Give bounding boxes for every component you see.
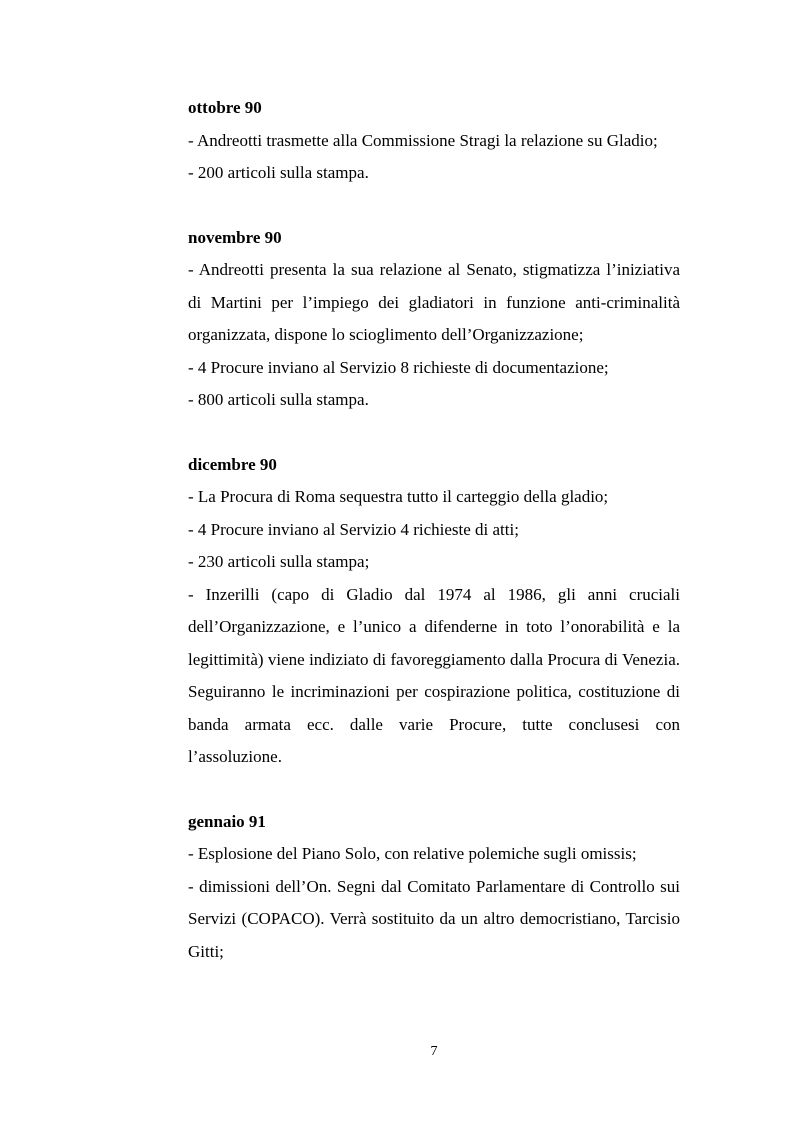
section-heading: gennaio 91 [188, 811, 266, 831]
page-number: 7 [430, 1044, 438, 1059]
list-item: - 4 Procure inviano al Servizio 8 richieste di documentazione; [188, 357, 609, 377]
document-page [188, 92, 680, 968]
list-item: - Andreotti trasmette alla Commissione Stragi la relazione su Gladio; [188, 130, 658, 150]
list-item: - 800 articoli sulla stampa. [188, 390, 369, 409]
section-novembre-90 [188, 222, 680, 417]
list-item: - 4 Procure inviano al Servizio 4 richieste di atti; [188, 519, 519, 539]
list-item: - 200 articoli sulla stampa. [188, 163, 369, 182]
section-dicembre-90 [188, 449, 680, 774]
list-item: - 230 articoli sulla stampa; [188, 552, 370, 571]
list-item: - La Procura di Roma sequestra tutto il carteggio della gladio; [188, 487, 609, 506]
list-item: - Andreotti presenta la sua relazione al Senato, stigmatizza l’iniziativa di Martini per l’impiego dei gladiatori in funzione anti-criminalità organizzata, dispone lo scioglimento dell’Organizzazione; [188, 260, 680, 344]
section-ottobre-90 [188, 92, 680, 190]
section-heading: dicembre 90 [188, 454, 277, 474]
list-item: - dimissioni dell’On. Segni dal Comitato Parlamentare di Controllo sui Servizi (COPACO). Verrà sostituito da un altro democristiano, Tarcisio Gitti; [188, 876, 680, 961]
section-heading: novembre 90 [188, 227, 282, 247]
section-heading: ottobre 90 [188, 98, 262, 117]
list-item: - Inzerilli (capo di Gladio dal 1974 al 1986, gli anni cruciali dell’Organizzazione, e l’unico a difenderne in toto l’onorabilità e la legittimità) viene indiziato di favoreggiamento dalla Procura di Venezia. Seguiranno le incriminazioni per cospirazione politica, costituzione di banda armata ecc. dalle varie Procure, tutte conclusesi con l’assoluzione. [188, 584, 680, 766]
list-item: - Esplosione del Piano Solo, con relative polemiche sugli omissis; [188, 844, 637, 863]
section-gennaio-91 [188, 806, 680, 969]
